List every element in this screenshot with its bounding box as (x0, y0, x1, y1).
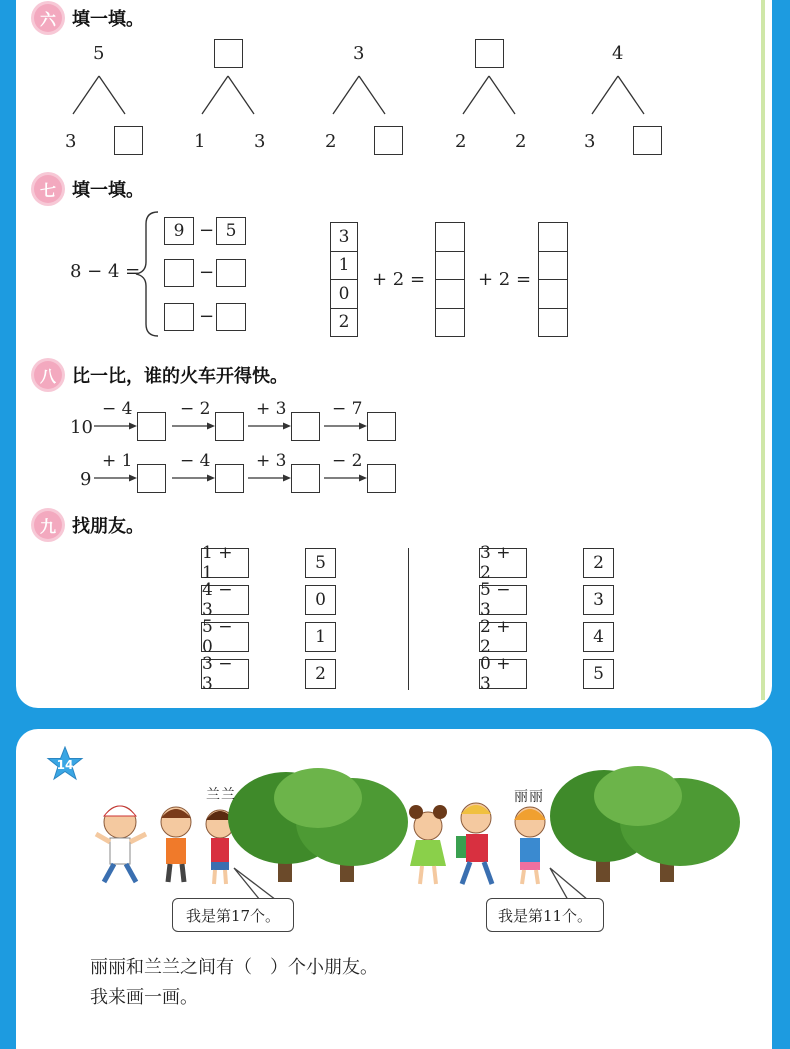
train-1-box-3[interactable] (291, 412, 320, 441)
s7-row-1-b: 5 (216, 217, 246, 245)
left-val-2[interactable]: 0 (305, 585, 336, 615)
train-1-box-1[interactable] (137, 412, 166, 441)
right-val-1[interactable]: 2 (583, 548, 614, 578)
tree-3-left: 2 (325, 131, 337, 152)
tree-5-right-box[interactable] (633, 126, 662, 155)
left-trees-icon (228, 768, 408, 882)
problem-14-number: 14 (56, 758, 74, 772)
s7-row-3-a[interactable] (164, 303, 194, 331)
train-2-op-3: + 3 (256, 451, 287, 471)
bubble-left-pointer (230, 866, 290, 902)
tree-3-branches (329, 74, 389, 124)
label-lanlan: 兰兰 (206, 787, 236, 803)
train-1-op-3: + 3 (256, 399, 287, 419)
s7-col-3-cell-1[interactable] (538, 222, 568, 252)
s7-col-1-cell-4: 2 (330, 308, 358, 338)
tree-1-top: 5 (93, 43, 105, 64)
s7-row-3-b[interactable] (216, 303, 246, 331)
s7-brace (130, 210, 160, 338)
s7-plus-second: + 2 = (478, 269, 532, 290)
train-1-start: 10 (70, 417, 93, 438)
tree-2-branches (198, 74, 258, 124)
tree-1-right-box[interactable] (114, 126, 143, 155)
speech-bubble-lanlan: 我是第17个。 (172, 898, 294, 932)
train-1-arrow-1 (94, 421, 138, 431)
s7-col-1-cell-3: 0 (330, 279, 358, 309)
train-1-arrow-2 (172, 421, 216, 431)
left-expr-4[interactable]: 3 − 3 (201, 659, 249, 689)
s9-divider (408, 548, 409, 690)
section-7-header (34, 174, 144, 204)
tree-4-top-box[interactable] (475, 39, 504, 68)
train-2-arrow-4 (324, 473, 368, 483)
s7-row-2-a[interactable] (164, 259, 194, 287)
speech-bubble-lili: 我是第11个。 (486, 898, 604, 932)
tree-1-branches (69, 74, 129, 124)
train-1-box-2[interactable] (215, 412, 244, 441)
section-9-header (34, 510, 144, 540)
left-val-1[interactable]: 5 (305, 548, 336, 578)
train-2-op-4: − 2 (332, 451, 363, 471)
section-7-badge: 七 (34, 175, 62, 203)
tree-3-right-box[interactable] (374, 126, 403, 155)
tree-4-left: 2 (455, 131, 467, 152)
bubble-right-pointer (540, 866, 600, 902)
right-expr-2[interactable]: 5 − 3 (479, 585, 527, 615)
left-val-4[interactable]: 2 (305, 659, 336, 689)
child-4-icon (409, 805, 447, 884)
section-8-header (34, 360, 288, 390)
train-2-box-3[interactable] (291, 464, 320, 493)
s7-col-2-cell-3[interactable] (435, 279, 465, 309)
section-8-title: 比一比，谁的火车开得快。 (72, 366, 288, 387)
s7-col-2-cell-4[interactable] (435, 308, 465, 338)
tree-5-top: 4 (612, 43, 624, 64)
section-7-title: 填一填。 (72, 180, 144, 201)
s7-col-3-cell-4[interactable] (538, 308, 568, 338)
label-lili: 丽丽 (514, 789, 544, 805)
tree-5-branches (588, 74, 648, 124)
train-2-start: 9 (80, 469, 92, 490)
tree-1-left: 3 (65, 131, 77, 152)
s7-col-2-cell-2[interactable] (435, 251, 465, 281)
s7-col-3-cell-3[interactable] (538, 279, 568, 309)
section-6-title: 填一填。 (72, 9, 144, 30)
section-8-badge: 八 (34, 361, 62, 389)
tree-4-branches (459, 74, 519, 124)
worksheet-panel-top (16, 0, 772, 708)
train-2-box-2[interactable] (215, 464, 244, 493)
train-2-box-1[interactable] (137, 464, 166, 493)
children-and-trees-illustration (90, 760, 750, 890)
s7-row-2-op: − (199, 262, 215, 283)
right-val-3[interactable]: 4 (583, 622, 614, 652)
train-2-op-2: − 4 (180, 451, 211, 471)
problem-14-question: 丽丽和兰兰之间有（ ）个小朋友。 (90, 957, 378, 978)
tree-4-right: 2 (515, 131, 527, 152)
s7-row-2-b[interactable] (216, 259, 246, 287)
train-2-arrow-1 (94, 473, 138, 483)
s7-row-1-a: 9 (164, 217, 194, 245)
train-1-box-4[interactable] (367, 412, 396, 441)
s7-row-1-op: − (199, 220, 215, 241)
problem-14-next-line: 我来画一画。 (90, 987, 198, 1008)
s7-col-3-cell-2[interactable] (538, 251, 568, 281)
train-1-op-1: − 4 (102, 399, 133, 419)
left-expr-1[interactable]: 1 + 1 (201, 548, 249, 578)
s7-plus-first: + 2 = (372, 269, 426, 290)
train-1-arrow-3 (248, 421, 292, 431)
left-expr-3[interactable]: 5 − 0 (201, 622, 249, 652)
s7-col-1-cell-2: 1 (330, 251, 358, 281)
train-1-op-4: − 7 (332, 399, 363, 419)
s7-row-3-op: − (199, 306, 215, 327)
right-val-4[interactable]: 5 (583, 659, 614, 689)
section-6-badge: 六 (34, 4, 62, 32)
right-expr-4[interactable]: 0 + 3 (479, 659, 527, 689)
page-edge (761, 0, 765, 700)
left-val-3[interactable]: 1 (305, 622, 336, 652)
s7-equation: 8 − 4 = (70, 261, 141, 282)
train-2-arrow-2 (172, 473, 216, 483)
right-trees-icon (550, 766, 740, 882)
s7-col-1-cell-1: 3 (330, 222, 358, 252)
tree-3-top: 3 (353, 43, 365, 64)
section-9-title: 找朋友。 (72, 516, 144, 537)
child-2-icon (161, 807, 191, 882)
train-2-op-1: + 1 (102, 451, 133, 471)
child-5-icon (456, 803, 492, 884)
right-expr-3[interactable]: 2 + 2 (479, 622, 527, 652)
s7-col-2-cell-1[interactable] (435, 222, 465, 252)
section-9-badge: 九 (34, 511, 62, 539)
child-1-icon (96, 806, 146, 882)
train-2-box-4[interactable] (367, 464, 396, 493)
left-expr-2[interactable]: 4 − 3 (201, 585, 249, 615)
tree-2-right: 3 (254, 131, 266, 152)
right-expr-1[interactable]: 3 + 2 (479, 548, 527, 578)
train-1-op-2: − 2 (180, 399, 211, 419)
tree-2-left: 1 (194, 131, 206, 152)
section-6-header (34, 3, 144, 33)
train-2-arrow-3 (248, 473, 292, 483)
train-1-arrow-4 (324, 421, 368, 431)
tree-5-left: 3 (584, 131, 596, 152)
right-val-2[interactable]: 3 (583, 585, 614, 615)
tree-2-top-box[interactable] (214, 39, 243, 68)
